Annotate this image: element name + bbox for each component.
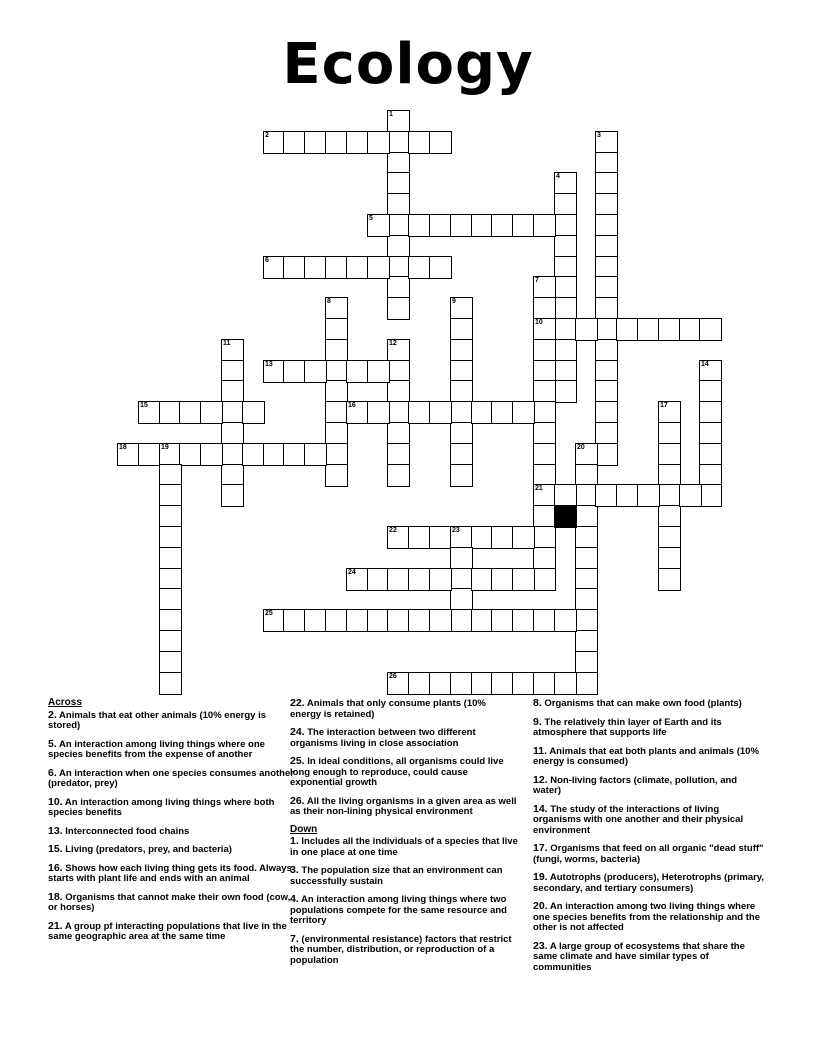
grid-cell[interactable] <box>283 609 306 632</box>
cell-number: 20 <box>577 444 585 451</box>
down-heading: Down <box>290 823 318 835</box>
grid-cell[interactable] <box>346 568 369 591</box>
cell-number: 4 <box>556 173 560 180</box>
grid-cell[interactable] <box>325 380 348 403</box>
grid-cell[interactable] <box>346 256 369 279</box>
clue-text: Shows how each living thing gets its food. Always starts with plant life and ends with an animal <box>48 862 292 884</box>
grid-cell[interactable] <box>450 526 473 549</box>
grid-cell[interactable] <box>325 256 348 279</box>
down-clue <box>290 894 518 927</box>
clue-number: 3. <box>290 864 299 876</box>
grid-cell[interactable] <box>242 443 265 466</box>
grid-cell[interactable] <box>616 484 639 507</box>
grid-cell[interactable] <box>200 401 223 424</box>
grid-cell[interactable] <box>575 588 598 611</box>
grid-cell[interactable] <box>408 256 431 279</box>
grid-cell[interactable] <box>450 547 473 570</box>
grid-cell[interactable] <box>450 318 473 341</box>
grid-cell[interactable] <box>387 672 410 695</box>
grid-cell[interactable] <box>533 484 556 507</box>
cell-number: 1 <box>389 111 393 118</box>
across-clue <box>48 826 298 838</box>
cell-number: 23 <box>452 527 460 534</box>
clue-text: Includes all the individuals of a species that live in one place at one time <box>290 836 518 858</box>
clues-column-3 <box>533 698 765 980</box>
clue-text: A large group of ecosystems that share the same climate and have similar types of communities <box>533 940 745 973</box>
grid-cell[interactable] <box>325 422 348 445</box>
grid-cell[interactable] <box>325 443 348 466</box>
clue-number: 7. <box>290 932 299 945</box>
clue-text: Living (predators, prey, and bacteria) <box>62 844 232 855</box>
down-clue <box>533 843 765 865</box>
grid-cell[interactable] <box>658 422 681 445</box>
grid-cell[interactable] <box>429 672 452 695</box>
grid-cell[interactable] <box>595 131 618 154</box>
grid-cell[interactable] <box>367 256 390 279</box>
clue-text: Animals that eat both plants and animals (10% energy is consumed) <box>533 745 759 767</box>
cell-number: 24 <box>348 569 356 576</box>
grid-cell[interactable] <box>387 339 410 362</box>
grid-cell[interactable] <box>387 172 410 195</box>
grid-cell[interactable] <box>595 276 618 299</box>
grid-cell[interactable] <box>575 526 598 549</box>
clue-text: An interaction among living things where two populations compete for the same resource and territory <box>290 894 507 926</box>
across-clue <box>290 756 518 789</box>
clue-number: 24. <box>290 726 305 738</box>
down-clue <box>533 717 765 739</box>
grid-cell[interactable] <box>387 297 410 320</box>
grid-cell[interactable] <box>491 526 514 549</box>
grid-cell[interactable] <box>159 547 182 570</box>
clue-text: Organisms that can make own food (plants) <box>541 698 742 709</box>
grid-cell[interactable] <box>616 318 639 341</box>
clue-number: 20. <box>533 900 548 912</box>
across-heading: Across <box>48 697 82 708</box>
grid-cell[interactable] <box>575 505 598 528</box>
clue-text: The study of the interactions of living organisms with one another and their physical environment <box>533 803 744 836</box>
across-clue <box>48 921 298 943</box>
clue-number: 11. <box>533 744 548 757</box>
grid-cell[interactable] <box>533 568 556 591</box>
grid-cell[interactable] <box>304 131 327 154</box>
cell-number: 14 <box>701 361 709 368</box>
clue-text: An interaction among living things where both species benefits <box>48 796 275 818</box>
grid-cell[interactable] <box>387 235 410 258</box>
cell-number: 7 <box>535 277 539 284</box>
grid-cell[interactable] <box>554 318 577 341</box>
down-clue <box>290 865 518 887</box>
grid-cell[interactable] <box>283 360 306 383</box>
grid-cell[interactable] <box>200 443 223 466</box>
grid-cell[interactable] <box>325 609 348 632</box>
grid-cell[interactable] <box>138 443 161 466</box>
grid-cell[interactable] <box>387 609 410 632</box>
clue-text: (environmental resistance) factors that restrict the number, distribution, or reproduction of a population <box>290 933 512 966</box>
grid-cell[interactable] <box>325 297 348 320</box>
grid-cell[interactable] <box>699 401 722 424</box>
grid-cell[interactable] <box>117 443 140 466</box>
grid-cell[interactable] <box>699 318 722 341</box>
cell-number: 22 <box>389 527 397 534</box>
grid-cell[interactable] <box>637 318 660 341</box>
grid-cell[interactable] <box>512 568 535 591</box>
grid-cell[interactable] <box>533 422 556 445</box>
grid-cell[interactable] <box>595 172 618 195</box>
cell-number: 25 <box>265 610 273 617</box>
grid-cell[interactable] <box>658 484 681 507</box>
grid-cell[interactable] <box>179 443 202 466</box>
grid-cell[interactable] <box>575 547 598 570</box>
clue-number: 10. <box>48 795 63 808</box>
clue-text: Animals that only consume plants (10% energy is retained) <box>290 698 486 720</box>
grid-cell[interactable] <box>450 672 473 695</box>
cell-number: 17 <box>660 402 668 409</box>
grid-cell[interactable] <box>533 318 556 341</box>
clues-column-2 <box>290 698 518 973</box>
clue-text: The relatively thin layer of Earth and its atmosphere that supports life <box>533 716 722 738</box>
grid-cell[interactable] <box>179 401 202 424</box>
grid-cell[interactable] <box>450 422 473 445</box>
down-clue <box>533 804 765 837</box>
clue-number: 6. <box>48 766 57 779</box>
grid-cell[interactable] <box>699 380 722 403</box>
cell-number: 3 <box>597 132 601 139</box>
grid-cell[interactable] <box>159 630 182 653</box>
down-clue <box>533 901 765 934</box>
clue-number: 5. <box>48 737 57 750</box>
grid-cell[interactable] <box>658 505 681 528</box>
clue-number: 22. <box>290 697 305 709</box>
grid-cell[interactable] <box>699 443 722 466</box>
clue-number: 12. <box>533 773 548 786</box>
clue-text: Interconnected food chains <box>62 825 190 837</box>
grid-cell[interactable] <box>533 339 556 362</box>
clue-number: 18. <box>48 890 63 903</box>
grid-cell[interactable] <box>575 609 598 632</box>
grid-cell[interactable] <box>554 214 577 237</box>
cell-number: 5 <box>369 215 373 222</box>
grid-cell[interactable] <box>159 672 182 695</box>
across-clue <box>48 739 298 761</box>
down-clue <box>533 698 765 710</box>
grid-cell[interactable] <box>325 318 348 341</box>
grid-cell[interactable] <box>595 443 618 466</box>
across-clue <box>48 892 298 914</box>
grid-cell[interactable] <box>575 443 598 466</box>
grid-cell[interactable] <box>533 276 556 299</box>
clue-number: 4. <box>290 893 299 905</box>
clue-number: 21. <box>48 919 63 932</box>
grid-cell[interactable] <box>595 297 618 320</box>
grid-cell[interactable] <box>595 318 618 341</box>
grid-cell[interactable] <box>325 401 348 424</box>
clue-number: 1. <box>290 835 299 847</box>
cell-number: 11 <box>223 340 231 347</box>
grid-cell[interactable] <box>450 297 473 320</box>
grid-cell[interactable] <box>221 401 244 424</box>
grid-cell[interactable] <box>387 110 410 133</box>
grid-cell[interactable] <box>533 380 556 403</box>
grid-cell[interactable] <box>159 526 182 549</box>
grid-cell[interactable] <box>595 401 618 424</box>
grid-cell[interactable] <box>699 422 722 445</box>
grid-cell[interactable] <box>429 526 452 549</box>
grid-cell[interactable] <box>346 131 369 154</box>
grid-cell[interactable] <box>325 131 348 154</box>
across-clue <box>48 768 298 790</box>
cell-number: 13 <box>265 361 273 368</box>
grid-cell[interactable] <box>575 672 598 695</box>
grid-cell[interactable] <box>554 672 577 695</box>
grid-cell[interactable] <box>595 214 618 237</box>
grid-cell[interactable] <box>595 484 618 507</box>
clue-text: A group pf interacting populations that live in the same geographic area at the same time <box>48 920 287 942</box>
grid-cell[interactable] <box>512 609 535 632</box>
grid-cell[interactable] <box>387 276 410 299</box>
grid-cell[interactable] <box>325 339 348 362</box>
grid-cell[interactable] <box>283 256 306 279</box>
clue-number: 9. <box>533 715 542 728</box>
grid-cell[interactable] <box>283 131 306 154</box>
cell-number: 2 <box>265 132 269 139</box>
grid-cell[interactable] <box>450 443 473 466</box>
grid-cell[interactable] <box>429 401 452 424</box>
grid-cell[interactable] <box>554 193 577 216</box>
grid-cell[interactable] <box>554 235 577 258</box>
across-clue <box>290 796 518 818</box>
clues-column-1 <box>48 698 298 950</box>
cell-number: 16 <box>348 402 356 409</box>
cell-number: 9 <box>452 298 456 305</box>
clue-text: Organisms that feed on all organic "dead stuff" (fungi, worms, bacteria) <box>533 843 764 865</box>
clue-text: Autotrophs (producers), Heterotrophs (primary, secondary, and tertiary consumers) <box>533 872 765 894</box>
grid-cell[interactable] <box>679 484 702 507</box>
cell-number: 18 <box>119 444 127 451</box>
grid-cell[interactable] <box>554 276 577 299</box>
clue-number: 14. <box>533 802 548 815</box>
grid-cell[interactable] <box>429 214 452 237</box>
grid-cell[interactable] <box>387 214 410 237</box>
grid-cell[interactable] <box>346 401 369 424</box>
grid-cell[interactable] <box>387 422 410 445</box>
grid-cell[interactable] <box>658 547 681 570</box>
across-clue <box>48 844 298 856</box>
grid-cell[interactable] <box>387 131 410 154</box>
grid-cell[interactable] <box>533 526 556 549</box>
grid-cell[interactable] <box>304 256 327 279</box>
grid-cell[interactable] <box>304 609 327 632</box>
grid-cell[interactable] <box>159 484 182 507</box>
cell-number: 8 <box>327 298 331 305</box>
grid-cell[interactable] <box>408 609 431 632</box>
grid-cell[interactable] <box>221 339 244 362</box>
clue-text: The population size that an environment can successfully sustain <box>290 865 503 887</box>
grid-cell[interactable] <box>491 568 514 591</box>
across-clue <box>48 710 298 732</box>
cell-number: 10 <box>535 319 543 326</box>
grid-cell[interactable] <box>554 380 577 403</box>
grid-cell[interactable] <box>450 588 473 611</box>
grid-cell[interactable] <box>658 443 681 466</box>
clue-text: Non-living factors (climate, pollution, and water) <box>533 774 738 796</box>
down-clue <box>533 872 765 894</box>
grid-cell[interactable] <box>491 401 514 424</box>
down-clue <box>533 746 765 768</box>
grid-cell[interactable] <box>533 609 556 632</box>
cell-number: 21 <box>535 485 543 492</box>
grid-cell[interactable] <box>221 422 244 445</box>
down-clue <box>290 836 518 858</box>
grid-cell[interactable] <box>554 484 577 507</box>
clue-number: 13. <box>48 824 63 837</box>
grid-cell[interactable] <box>595 422 618 445</box>
grid-cell[interactable] <box>325 464 348 487</box>
clue-text: In ideal conditions, all organisms could live long enough to reproduce, could cause exponential growth <box>290 756 504 788</box>
grid-cell[interactable] <box>637 484 660 507</box>
down-clue <box>290 934 518 967</box>
cell-number: 12 <box>389 340 397 347</box>
clue-text: Organisms that cannot make their own food (cow, or horses) <box>48 891 291 913</box>
grid-cell[interactable] <box>408 401 431 424</box>
grid-cell[interactable] <box>512 401 535 424</box>
grid-cell[interactable] <box>450 339 473 362</box>
grid-cell[interactable] <box>387 526 410 549</box>
grid-cell[interactable] <box>595 193 618 216</box>
grid-cell[interactable] <box>533 214 556 237</box>
black-cell <box>554 505 577 528</box>
grid-cell[interactable] <box>491 609 514 632</box>
grid-cell[interactable] <box>595 235 618 258</box>
down-clue <box>533 775 765 797</box>
across-clue <box>48 863 298 885</box>
grid-cell[interactable] <box>367 131 390 154</box>
grid-cell[interactable] <box>346 609 369 632</box>
grid-cell[interactable] <box>408 672 431 695</box>
grid-cell[interactable] <box>367 214 390 237</box>
grid-cell[interactable] <box>304 443 327 466</box>
across-clue <box>48 797 298 819</box>
grid-cell[interactable] <box>491 214 514 237</box>
grid-cell[interactable] <box>575 651 598 674</box>
grid-cell[interactable] <box>367 360 390 383</box>
grid-cell[interactable] <box>159 651 182 674</box>
grid-cell[interactable] <box>658 318 681 341</box>
clue-number: 19. <box>533 871 548 883</box>
grid-cell[interactable] <box>512 526 535 549</box>
grid-cell[interactable] <box>554 339 577 362</box>
grid-cell[interactable] <box>699 484 722 507</box>
clue-number: 16. <box>48 861 63 874</box>
grid-cell[interactable] <box>429 131 452 154</box>
clue-text: All the living organisms in a given area as well as their non-lining physical environment <box>290 795 517 817</box>
grid-cell[interactable] <box>221 484 244 507</box>
grid-cell[interactable] <box>387 401 410 424</box>
grid-cell[interactable] <box>304 360 327 383</box>
grid-cell[interactable] <box>491 672 514 695</box>
grid-cell[interactable] <box>533 547 556 570</box>
clue-number: 23. <box>533 939 548 952</box>
grid-cell[interactable] <box>533 297 556 320</box>
grid-cell[interactable] <box>450 464 473 487</box>
clue-text: An interaction among living things where one species benefits from the expense of another <box>48 738 265 760</box>
grid-cell[interactable] <box>450 214 473 237</box>
grid-cell[interactable] <box>283 443 306 466</box>
cell-number: 15 <box>140 402 148 409</box>
grid-cell[interactable] <box>429 568 452 591</box>
grid-cell[interactable] <box>159 505 182 528</box>
grid-cell[interactable] <box>554 172 577 195</box>
grid-cell[interactable] <box>512 672 535 695</box>
grid-cell[interactable] <box>408 214 431 237</box>
grid-cell[interactable] <box>221 443 244 466</box>
grid-cell[interactable] <box>450 380 473 403</box>
across-clue <box>290 698 518 720</box>
grid-cell[interactable] <box>408 568 431 591</box>
grid-cell[interactable] <box>408 131 431 154</box>
grid-cell[interactable] <box>346 360 369 383</box>
grid-cell[interactable] <box>387 443 410 466</box>
grid-cell[interactable] <box>533 672 556 695</box>
grid-cell[interactable] <box>533 401 556 424</box>
grid-cell[interactable] <box>387 568 410 591</box>
grid-cell[interactable] <box>387 464 410 487</box>
grid-cell[interactable] <box>429 256 452 279</box>
grid-cell[interactable] <box>159 588 182 611</box>
grid-cell[interactable] <box>387 380 410 403</box>
grid-cell[interactable] <box>221 380 244 403</box>
across-clue <box>290 727 518 749</box>
clue-text: The interaction between two different organisms living in close association <box>290 727 476 749</box>
clue-number: 15. <box>48 843 63 855</box>
grid-cell[interactable] <box>533 505 556 528</box>
grid-cell[interactable] <box>367 401 390 424</box>
grid-cell[interactable] <box>533 443 556 466</box>
clue-text: Animals that eat other animals (10% energy is stored) <box>48 709 267 731</box>
clue-text: An interaction among two living things where one species benefits from the relationship and the other is not affected <box>533 901 760 933</box>
grid-cell[interactable] <box>242 401 265 424</box>
grid-cell[interactable] <box>159 609 182 632</box>
grid-cell[interactable] <box>575 318 598 341</box>
grid-cell[interactable] <box>658 568 681 591</box>
grid-cell[interactable] <box>512 214 535 237</box>
grid-cell[interactable] <box>595 339 618 362</box>
grid-cell[interactable] <box>450 609 473 632</box>
grid-cell[interactable] <box>450 401 473 424</box>
cell-number: 19 <box>161 444 169 451</box>
cell-number: 26 <box>389 673 397 680</box>
grid-cell[interactable] <box>658 401 681 424</box>
grid-cell[interactable] <box>554 609 577 632</box>
grid-cell[interactable] <box>575 630 598 653</box>
grid-cell[interactable] <box>138 401 161 424</box>
clue-number: 25. <box>290 755 305 767</box>
clue-number: 2. <box>48 708 57 721</box>
grid-cell[interactable] <box>554 297 577 320</box>
cell-number: 6 <box>265 257 269 264</box>
clue-text: An interaction when one species consumes another (predator, prey) <box>48 767 294 789</box>
clue-number: 17. <box>533 842 548 854</box>
grid-cell[interactable] <box>429 609 452 632</box>
grid-cell[interactable] <box>408 526 431 549</box>
puzzle-title: Ecology <box>282 32 534 97</box>
grid-cell[interactable] <box>387 193 410 216</box>
clue-number: 26. <box>290 794 305 807</box>
down-clue <box>533 941 765 974</box>
clue-number: 8. <box>533 697 542 709</box>
grid-cell[interactable] <box>658 526 681 549</box>
grid-cell[interactable] <box>595 380 618 403</box>
